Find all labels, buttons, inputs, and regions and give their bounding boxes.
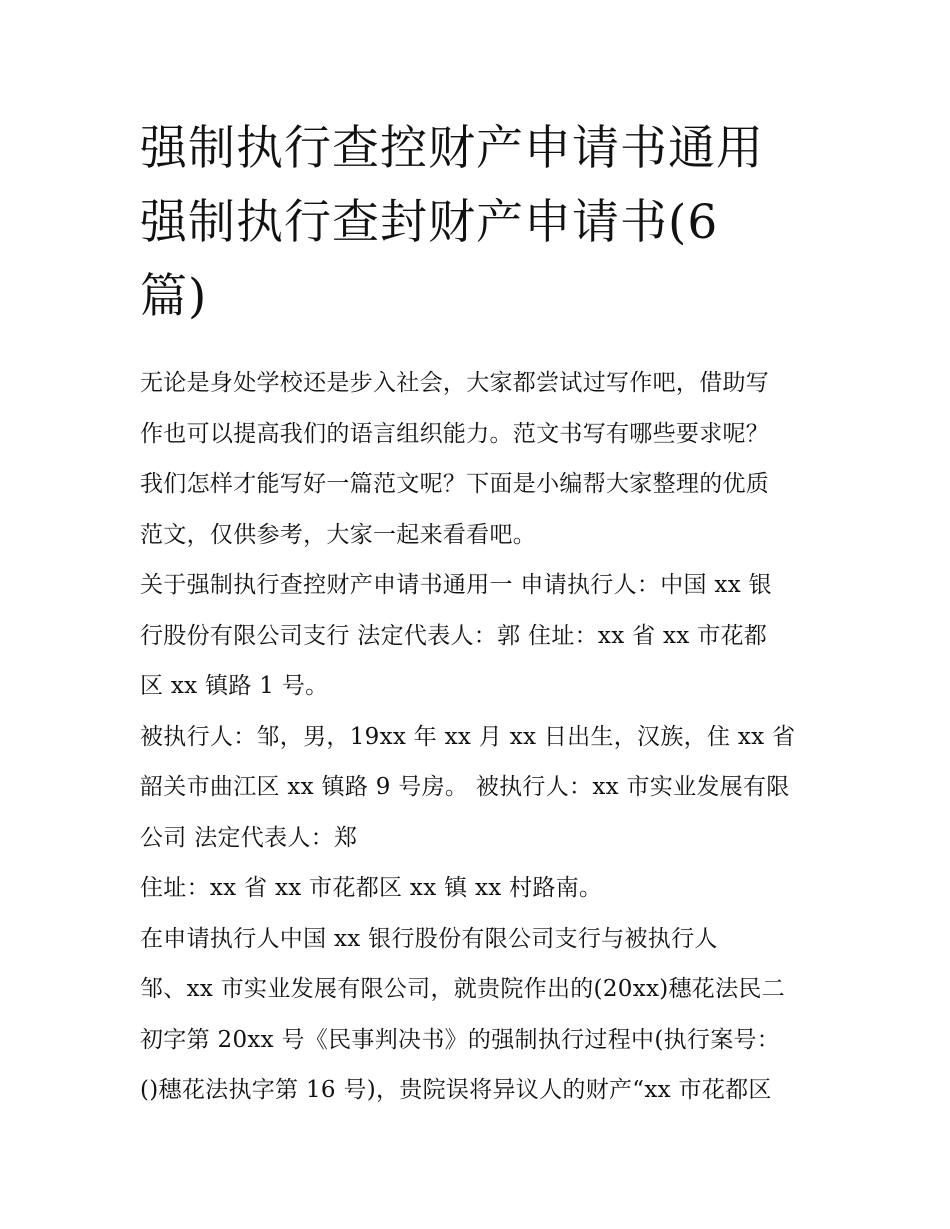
body-line: 范文，仅供参考，大家一起来看看吧。 bbox=[140, 521, 537, 548]
body-line: 行股份有限公司支行 法定代表人：郭 住址：xx 省 xx 市花都 bbox=[140, 622, 768, 649]
body-line: 我们怎样才能写好一篇范文呢？下面是小编帮大家整理的优质 bbox=[140, 471, 770, 497]
body-line: 住址：xx 省 xx 市花都区 xx 镇 xx 村路南。 bbox=[140, 875, 603, 901]
title-line: 强制执行查控财产申请书通用 bbox=[140, 121, 764, 176]
body-line: 公司 法定代表人：郑 bbox=[140, 824, 358, 851]
body-line: 邹、xx 市实业发展有限公司，就贵院作出的(20xx)穗花法民二 bbox=[140, 976, 786, 1002]
body-line: 作也可以提高我们的语言组织能力。范文书写有哪些要求呢？ bbox=[140, 420, 770, 447]
title-line: 强制执行查封财产申请书(6 bbox=[140, 195, 719, 250]
title-line: 篇) bbox=[140, 269, 208, 324]
document-title bbox=[140, 112, 820, 334]
body-line: 区 xx 镇路 1 号。 bbox=[140, 673, 329, 699]
body-line: 在申请执行人中国 xx 银行股份有限公司支行与被执行人 bbox=[140, 925, 718, 952]
body-line: 韶关市曲江区 xx 镇路 9 号房。 被执行人：xx 市实业发展有限 bbox=[140, 774, 790, 800]
document-body bbox=[140, 358, 820, 1116]
body-line: 无论是身处学校还是步入社会，大家都尝试过写作吧，借助写 bbox=[140, 370, 770, 396]
body-line: 关于强制执行查控财产申请书通用一 申请执行人：中国 xx 银 bbox=[140, 572, 772, 598]
body-line: 被执行人：邹，男，19xx 年 xx 月 xx 日出生，汉族，住 xx 省 bbox=[140, 723, 796, 750]
body-line: ()穗花法执字第 16 号)，贵院误将异议人的财产“xx 市花都区 bbox=[140, 1077, 772, 1103]
body-line: 初字第 20xx 号《民事判决书》的强制执行过程中(执行案号： bbox=[140, 1026, 781, 1053]
